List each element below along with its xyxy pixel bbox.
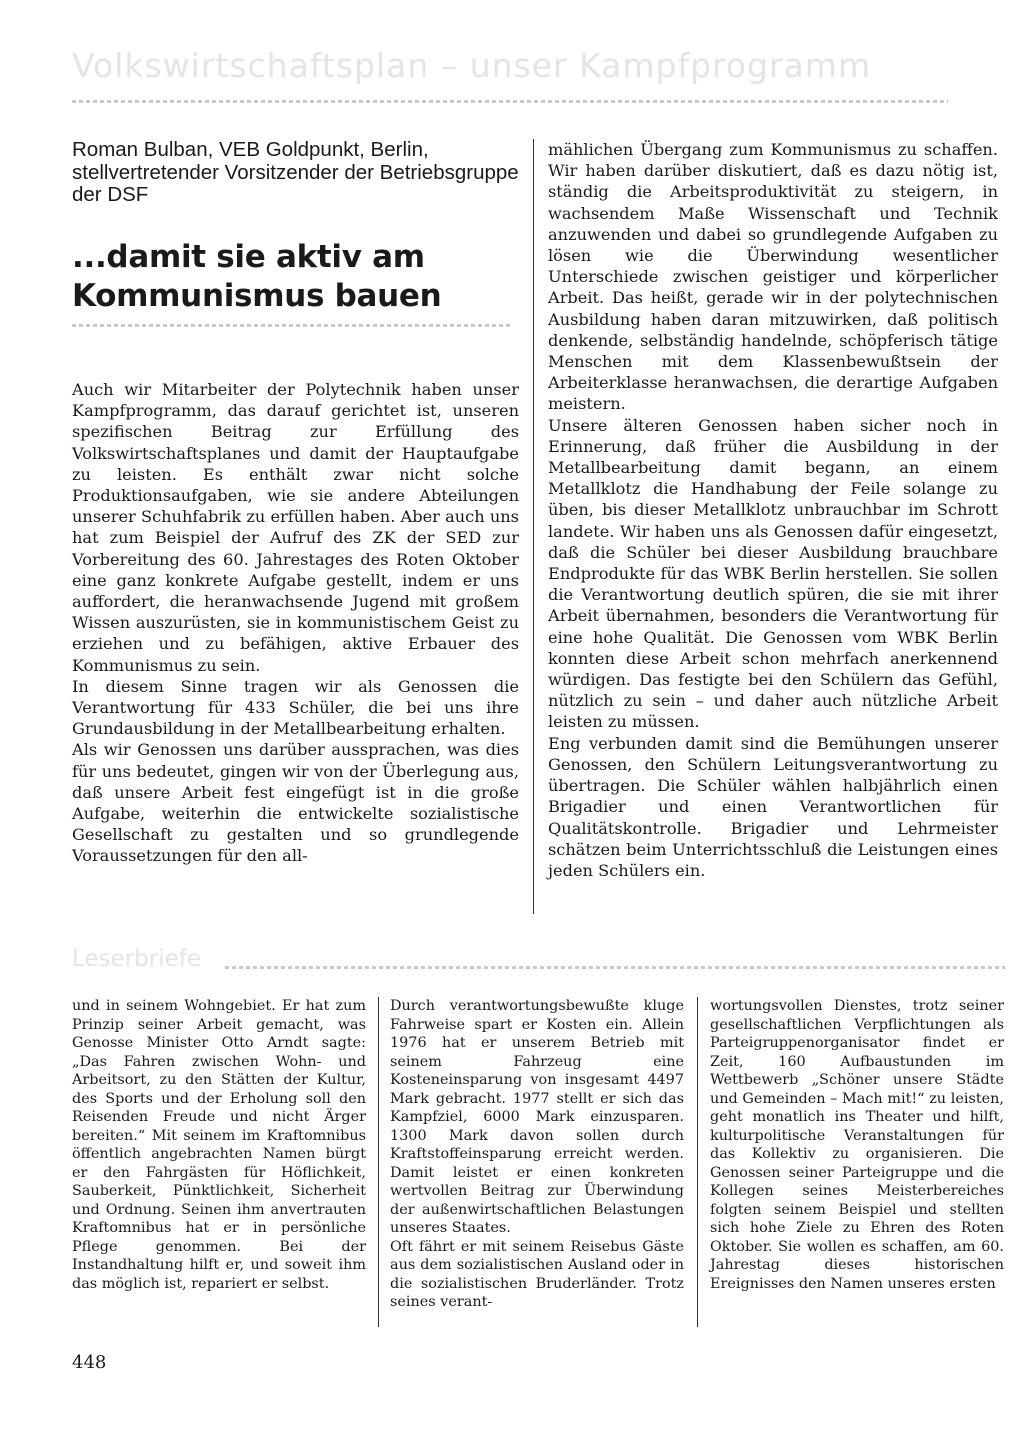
column-divider	[697, 997, 698, 1327]
column-divider	[533, 139, 534, 914]
paragraph: Oft fährt er mit seinem Reisebus Gäste aus dem sozialistischen Ausland oder in die sozialistischen Bruderländer. Trotz seines verant-	[390, 1238, 684, 1310]
paragraph: Durch verantwortungsbewußte kluge Fahrweise spart er Kosten ein. Allein 1976 hat er unserem Betrieb mit seinem Fahrzeug eine Kosteneinsparung von insgesamt 4497 Mark gebracht. 1977 stellt er sich das Kampfziel, 6000 Mark einzusparen. 1300 Mark davon sollen durch Kraftstoffeinsparung erreicht werden. Damit leistet er einen konkreten wertvollen Beitrag zur Überwindung der außenwirtschaftlichen Belastungen unseres Staates.	[390, 998, 684, 1236]
letters-column-3	[710, 997, 1004, 1293]
author-line: Roman Bulban, VEB Goldpunkt, Berlin, stellvertretender Vorsitzender der Betriebsgruppe der DSF	[72, 138, 519, 206]
letters-rule	[225, 966, 1005, 969]
paragraph: Als wir Genossen uns darüber aussprachen, was dies für uns bedeutet, gingen wir von der Überlegung aus, daß unsere Arbeit fest eingefügt ist in die große Aufgabe, weiterhin die entwickelte sozialistische Gesellschaft zu gestalten und so grundlegende Voraussetzungen für den all-	[72, 740, 519, 866]
column-divider	[378, 997, 379, 1327]
letters-column-2	[390, 997, 684, 1312]
letters-section-label: Leserbriefe	[72, 946, 201, 972]
paragraph: und in seinem Wohngebiet. Er hat zum Prinzip seiner Arbeit gemacht, was Genosse Minister Otto Arndt sagte: „Das Fahren zwischen Wohn- und Arbeitsort, zu den Stätten der Kultur, des Sports und der Erholung soll den Reisenden Freude und nicht Ärger bereiten.“ Mit seinem im Kraftomnibus öffentlich angebrachten Namen bürgt er den Fahrgästen für Höflichkeit, Sauberkeit, Pünktlichkeit, Sicherheit und Ordnung. Seinen ihm anvertrauten Kraftomnibus hat er in persönliche Pflege genommen. Bei der Instandhaltung hilft er, und soweit ihm das möglich ist, repariert er selbst.	[72, 998, 366, 1292]
paragraph: mählichen Übergang zum Kommunismus zu schaffen. Wir haben darüber diskutiert, daß es dazu nötig ist, ständig die Arbeitsproduktivität zu steigern, in wachsendem Maße Wissenschaft und Technik anzuwenden und dabei so grundlegende Aufgaben zu lösen wie die Überwindung wesentlicher Unterschiede zwischen geistiger und körperlicher Arbeit. Das heißt, gerade wir in der polytechnischen Ausbildung haben daran mitzuwirken, daß politisch denkende, selbständig handelnde, schöpferisch tätige Menschen mit dem Klassenbewußtsein der Arbeiterklasse heranwachsen, die derartige Aufgaben meistern.	[548, 140, 998, 414]
paragraph: Auch wir Mitarbeiter der Polytechnik haben unser Kampfprogramm, das darauf gerichtet ist, unseren spezifischen Beitrag zur Erfüllung des Volkswirtschaftsplanes und damit der Hauptaufgabe zu leisten. Es enthält zwar nicht solche Produktionsaufgaben, wie sie andere Abteilungen unserer Schuhfabrik zu erfüllen haben. Aber auch uns hat zum Beispiel der Aufruf des ZK der SED zur Vorbereitung des 60. Jahrestages des Roten Oktober eine ganz konkrete Aufgabe gestellt, indem er uns auffordert, die heranwachsende Jugend mit großem Wissen auszurüsten, sie in kommunistischem Geist zu erziehen und zu befähigen, aktive Erbauer des Kommunismus zu sein.	[72, 380, 519, 675]
paragraph: Eng verbunden damit sind die Bemühungen unserer Genossen, den Schülern Leitungsverantwortung zu übertragen. Die Schüler wählen halbjährlich einen Brigadier und einen Verantwortlichen für Qualitätskontrolle. Brigadier und Lehrmeister schätzen beim Unterrichtsschluß die Leistungen eines jeden Schülers ein.	[548, 733, 998, 880]
letters-column-1	[72, 997, 366, 1293]
page-number: 448	[72, 1352, 107, 1373]
paragraph: Unsere älteren Genossen haben sicher noch in Erinnerung, daß früher die Ausbildung in der Metallbearbeitung damit begann, an einem Metallklotz die Handhabung der Feile solange zu üben, bis dieser Metallklotz unbrauchbar im Schrott landete. Wir haben uns als Genossen dafür eingesetzt, daß die Schüler bei dieser Ausbildung brauchbare Endprodukte für das WBK Berlin herstellen. Sie sollen die Verantwortung deutlich spüren, die sie mit ihrer Arbeit übernahmen, besonders die Verantwortung für eine hohe Qualität. Die Genossen vom WBK Berlin konnten diese Arbeit schon mehrfach anerkennend würdigen. Das festigte bei den Schülern das Gefühl, nützlich zu sein – und daher auch nützliche Arbeit leisten zu müssen.	[548, 415, 998, 732]
banner-rule	[72, 100, 948, 103]
article-headline: ...damit sie aktiv am Kommunismus bauen	[72, 239, 442, 314]
article-column-2	[548, 139, 998, 881]
article-column-1	[72, 379, 519, 867]
paragraph: wortungsvollen Dienstes, trotz seiner gesellschaftlichen Verpflichtungen als Parteigruppenorganisator findet er Zeit, 160 Aufbaustunden im Wettbewerb „Schöner unsere Städte und Gemeinden – Mach mit!“ zu leisten, geht monatlich ins Theater und hilft, kulturpolitische Veranstaltungen für das Kollektiv zu organisieren. Die Genossen seiner Parteigruppe und die Kollegen seines Meisterbereiches folgten seinem Beispiel und stellten sich hohe Ziele zu Ehren des Roten Oktober. Sie wollen es schaffen, am 60. Jahrestag dieses historischen Ereignisses den Namen unseres ersten	[710, 998, 1004, 1292]
paragraph: In diesem Sinne tragen wir als Genossen die Verantwortung für 433 Schüler, die bei uns ihre Grundausbildung in der Metallbearbeitung erhalten.	[72, 676, 519, 739]
section-banner: Volkswirtschaftsplan – unser Kampfprogramm	[72, 46, 872, 85]
headline-rule	[72, 324, 512, 327]
